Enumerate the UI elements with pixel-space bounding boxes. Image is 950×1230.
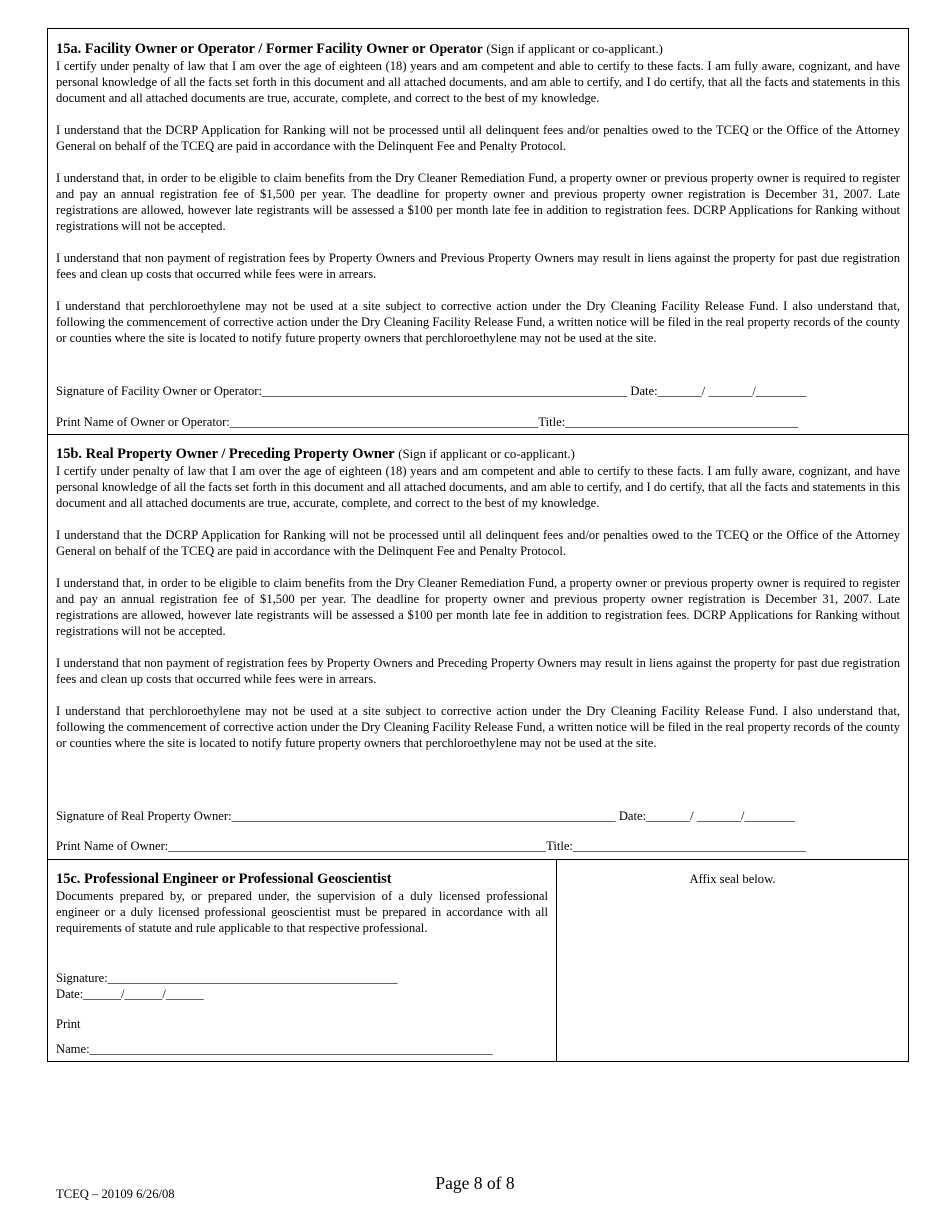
seal-label: Affix seal below. bbox=[689, 872, 776, 886]
section-15b-certify-paragraph: I certify under penalty of law that I am over the age of eighteen (18) years and am competent and able to certify to these facts. I am fully aware, cognizant, and have personal knowledge of all the facts set forth in this document and all attached documents, and am able to certify, and I do certify, that all the facts and statements in this document and all attached documents are true, accurate, complete, and correct to the best of my knowledge. bbox=[56, 464, 900, 510]
facility-owner-signature-field[interactable]: Signature of Facility Owner or Operator:__________________________________________________________ Date:_______/ _______/________ bbox=[56, 384, 807, 398]
section-15a-title-operator: Operator bbox=[429, 41, 483, 56]
real-property-owner-signature-field[interactable]: Signature of Real Property Owner:_____________________________________________________________ Date:_______/ _______/________ bbox=[56, 809, 795, 823]
engineer-signature-field[interactable]: Signature:______________________________________________ bbox=[56, 971, 398, 985]
section-15a-note: (Sign if applicant or co-applicant.) bbox=[486, 42, 663, 56]
engineer-name-field[interactable]: Name:________________________________________________________________ bbox=[56, 1042, 493, 1056]
section-15c bbox=[48, 860, 908, 1061]
section-15b-delinquent-paragraph: I understand that the DCRP Application for Ranking will not be processed until all delinquent fees and/or penalties owed to the TCEQ or the Office of the Attorney General on behalf of the TCEQ are paid in accordance with the Delinquent Fee and Penalty Protocol. bbox=[56, 528, 900, 558]
section-15b-liens-paragraph: I understand that non payment of registration fees by Property Owners and Preceding Property Owners may result in liens against the property for past due registration fees and clean up costs that occurred while fees were in arrears. bbox=[56, 656, 900, 686]
section-15a-certify-paragraph: I certify under penalty of law that I am over the age of eighteen (18) years and am competent and able to certify to these facts. I am fully aware, cognizant, and have personal knowledge of all the facts set forth in this document and all attached documents, and am able to certify, and I do certify, that all the facts and statements in this document and all attached documents are true, accurate, complete, and correct to the best of my knowledge. bbox=[56, 59, 900, 105]
section-15b-registration-paragraph: I understand that, in order to be eligible to claim benefits from the Dry Cleaner Remediation Fund, a property owner or previous property owner is required to register and pay an annual registration fee of $1,500 per year. The deadline for property owner and previous property owner registration is December 31, 2007. Late registrations are allowed, however late registrants will be assessed a $100 per month late fee in addition to registration fees. DCRP Applications for Ranking without registrations will not be accepted. bbox=[56, 576, 900, 638]
section-15c-heading bbox=[56, 871, 548, 888]
facility-owner-print-name-field[interactable]: Print Name of Owner or Operator:_________________________________________________Title:_____________________________________ bbox=[56, 415, 799, 429]
seal-box bbox=[557, 860, 908, 1061]
section-15b-heading bbox=[56, 446, 900, 463]
form-id: TCEQ – 20109 6/26/08 bbox=[56, 1187, 175, 1201]
section-15a-title: 15a. Facility Owner or Operator / Former Facility Owner or bbox=[56, 41, 426, 57]
page-number: Page 8 of 8 bbox=[435, 1173, 515, 1193]
section-15a-registration-paragraph: I understand that, in order to be eligible to claim benefits from the Dry Cleaner Remediation Fund, a property owner or previous property owner is required to register and pay an annual registration fee of $1,500 per year. The deadline for property owner and previous property owner registration is December 31, 2007. Late registrations are allowed, however late registrants will be assessed a $100 per month late fee in addition to registration fees. DCRP Applications for Ranking without registrations will not be accepted. bbox=[56, 171, 900, 233]
section-15b-note: (Sign if applicant or co-applicant.) bbox=[398, 447, 575, 461]
section-15c-engineer-column bbox=[48, 860, 557, 1061]
real-property-owner-print-name-field[interactable]: Print Name of Owner:____________________________________________________________Title:_____________________________________ bbox=[56, 839, 806, 853]
section-15b-title: 15b. Real Property Owner / Preceding Property Owner bbox=[56, 446, 395, 462]
section-15b bbox=[48, 435, 908, 860]
engineer-print-label: Print bbox=[56, 1017, 81, 1031]
section-15a-liens-paragraph: I understand that non payment of registration fees by Property Owners and Previous Property Owners may result in liens against the property for past due registration fees and clean up costs that occurred while fees were in arrears. bbox=[56, 251, 900, 281]
section-15a-perc-paragraph: I understand that perchloroethylene may not be used at a site subject to corrective action under the Dry Cleaning Facility Release Fund. I also understand that, following the commencement of corrective action under the Dry Cleaning Facility Release Fund, a written notice will be filed in the real property records of the county or counties where the site is located to notify future property owners that perchloroethylene may not be used at the site. bbox=[56, 299, 900, 345]
section-15a bbox=[48, 29, 908, 435]
engineer-date-field[interactable]: Date:______/______/______ bbox=[56, 987, 204, 1001]
signature-form-frame bbox=[47, 28, 909, 1062]
section-15a-delinquent-paragraph: I understand that the DCRP Application for Ranking will not be processed until all delinquent fees and/or penalties owed to the TCEQ or the Office of the Attorney General on behalf of the TCEQ are paid in accordance with the Delinquent Fee and Penalty Protocol. bbox=[56, 123, 900, 153]
section-15c-title: 15c. Professional Engineer or Professional Geoscientist bbox=[56, 871, 392, 887]
section-15a-heading bbox=[56, 40, 900, 58]
section-15b-perc-paragraph: I understand that perchloroethylene may not be used at a site subject to corrective action under the Dry Cleaning Facility Release Fund. I also understand that, following the commencement of corrective action under the Dry Cleaning Facility Release Fund, a written notice will be filed in the real property records of the county or counties where the site is located to notify future property owners that perchloroethylene may not be used at the site. bbox=[56, 704, 900, 750]
section-15c-paragraph: Documents prepared by, or prepared under, the supervision of a duly licensed professional engineer or a duly licensed professional geoscientist must be prepared in accordance with all requirements of statute and rule applicable to that respective professional. bbox=[56, 889, 548, 935]
